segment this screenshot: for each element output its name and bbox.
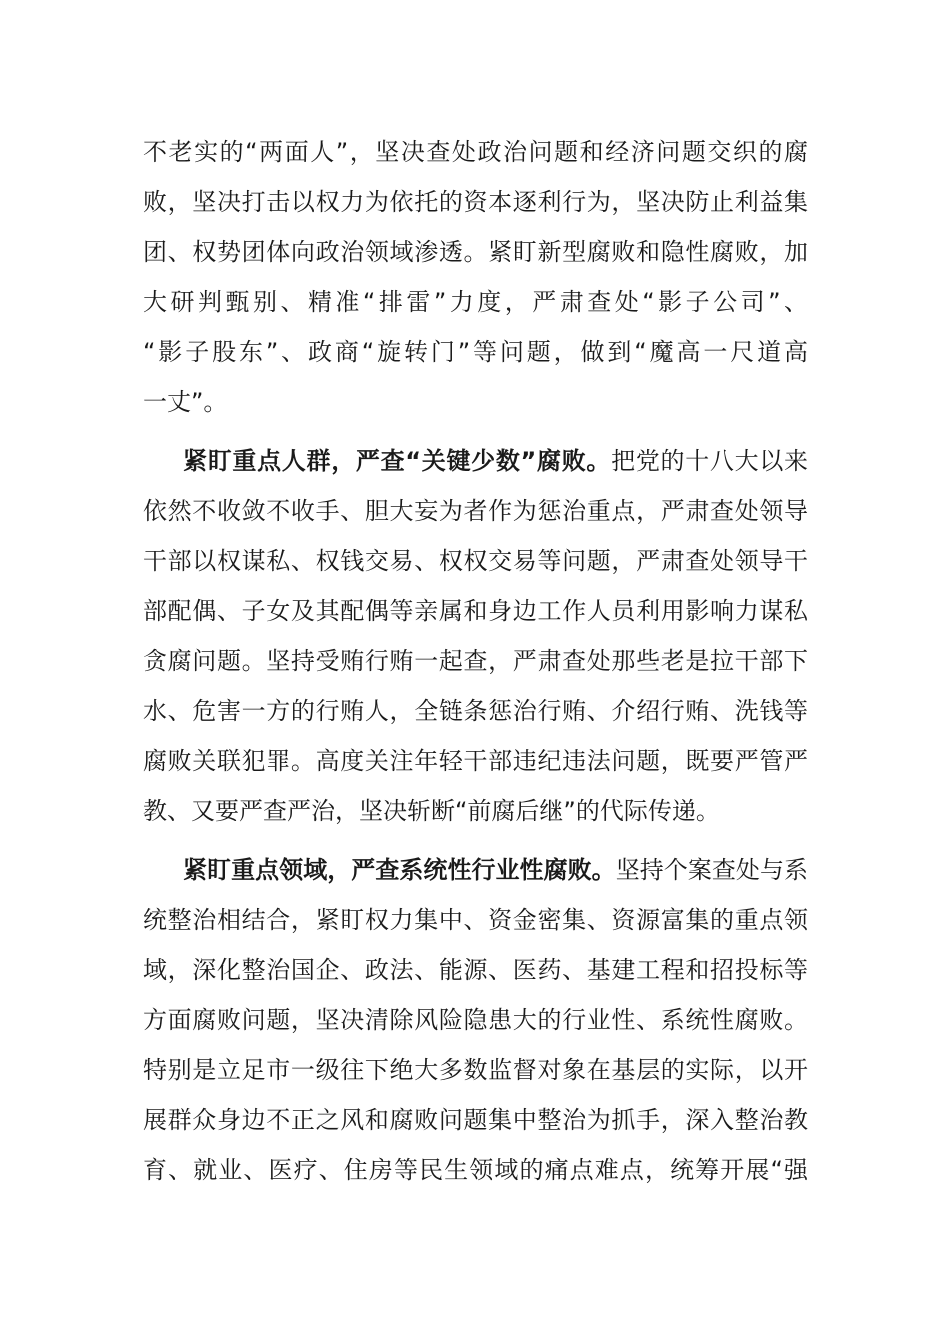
document-body (143, 127, 808, 1195)
text-line: 特别是立足市一级往下绝大多数监督对象在基层的实际，以开 (143, 1056, 808, 1084)
text-line: 育、就业、医疗、住房等民生领域的痛点难点，统筹开展“强 (143, 1156, 808, 1184)
text-line: 大研判甄别、精准“排雷”力度，严肃查处“影子公司”、 (143, 288, 808, 316)
paragraph-first-line (143, 436, 808, 486)
paragraph-1 (143, 127, 808, 427)
paragraph-3 (143, 845, 808, 1195)
paragraph-first-line (143, 845, 808, 895)
text-line: “影子股东”、政商“旋转门”等问题，做到“魔高一尺道高 (143, 338, 808, 366)
text-line: 败，坚决打击以权力为依托的资本逐利行为，坚决防止利益集 (143, 188, 808, 216)
text-run: 把党的十八大以来 (611, 447, 808, 475)
paragraph-heading: 紧盯重点人群，严查“关键少数”腐败。 (183, 447, 612, 475)
text-line: 不老实的“两面人”，坚决查处政治问题和经济问题交织的腐 (143, 138, 808, 166)
text-line: 部配偶、子女及其配偶等亲属和身边工作人员利用影响力谋私 (143, 597, 808, 625)
text-line: 域，深化整治国企、政法、能源、医药、基建工程和招投标等 (143, 956, 808, 984)
paragraph-heading: 紧盯重点领域，严查系统性行业性腐败。 (183, 856, 616, 884)
text-run: 坚持个案查处与系 (615, 856, 808, 884)
text-line: 贪腐问题。坚持受贿行贿一起查，严肃查处那些老是拉干部下 (143, 647, 808, 675)
text-line: 一丈”。 (143, 388, 228, 416)
text-line: 依然不收敛不收手、胆大妄为者作为惩治重点，严肃查处领导 (143, 497, 808, 525)
text-line: 教、又要严查严治，坚决斩断“前腐后继”的代际传递。 (143, 797, 720, 825)
text-line: 腐败关联犯罪。高度关注年轻干部违纪违法问题，既要严管严 (143, 747, 808, 775)
text-line: 方面腐败问题，坚决清除风险隐患大的行业性、系统性腐败。 (143, 1006, 808, 1034)
text-line: 干部以权谋私、权钱交易、权权交易等问题，严肃查处领导干 (143, 547, 808, 575)
text-line: 团、权势团体向政治领域渗透。紧盯新型腐败和隐性腐败，加 (143, 238, 808, 266)
text-line: 展群众身边不正之风和腐败问题集中整治为抓手，深入整治教 (143, 1106, 808, 1134)
text-line: 统整治相结合，紧盯权力集中、资金密集、资源富集的重点领 (143, 906, 808, 934)
text-line: 水、危害一方的行贿人，全链条惩治行贿、介绍行贿、洗钱等 (143, 697, 808, 725)
paragraph-2 (143, 436, 808, 836)
